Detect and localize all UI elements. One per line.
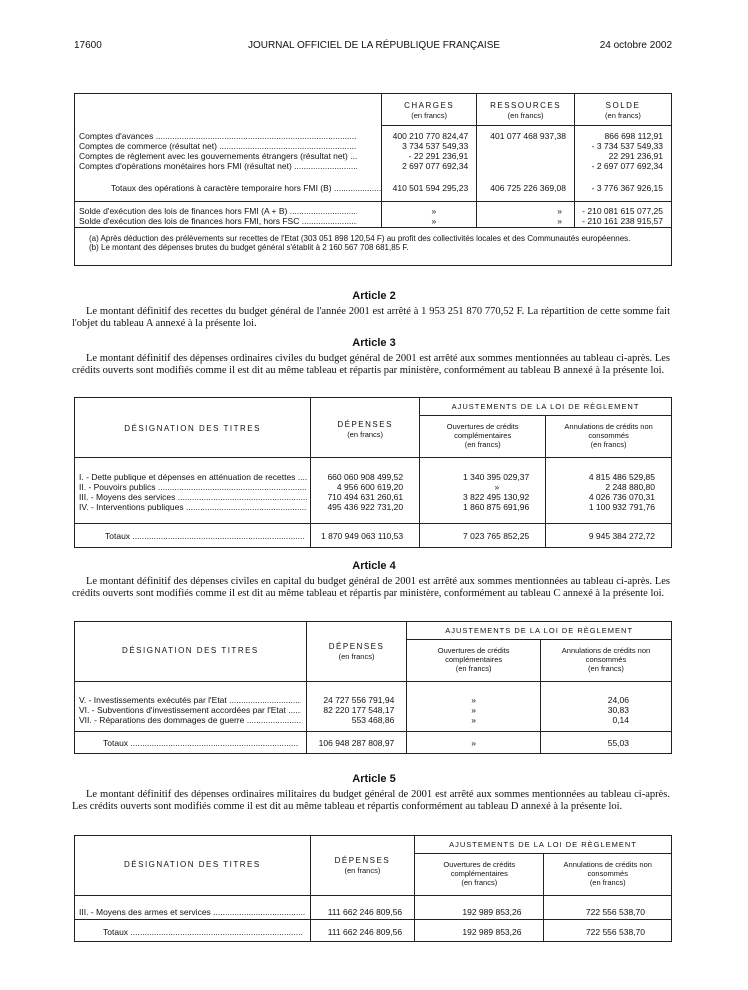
table-cell: 553 468,86 (351, 715, 395, 725)
total-label: Totaux ..... (75, 927, 303, 937)
col-charges-unit: (en francs) (411, 111, 448, 120)
total-label: Totaux ..... (75, 738, 299, 748)
table-cell: 495 436 922 731,20 (327, 502, 404, 512)
table-cell: 400 210 770 824,47 (392, 131, 469, 141)
table-cell: 4 815 486 529,85 (588, 472, 655, 482)
table-cell: » (471, 705, 476, 715)
table-row-label: Comptes de commerce (résultat net) ..... (75, 141, 357, 151)
col-designation: DÉSIGNATION DES TITRES (122, 646, 259, 655)
solde-label: Solde d'exécution des lois de finances hors FMI, hors FSC ..... (75, 216, 357, 226)
total-cell: 55,03 (607, 738, 629, 748)
table-cell: 722 556 538,70 (585, 907, 645, 917)
table-cell: 660 060 908 499,52 (327, 472, 404, 482)
table-cell: 24,06 (607, 695, 629, 705)
table-cell: 4 956 600 619,20 (336, 482, 404, 492)
col-ouvertures-unit: (en francs) (464, 440, 501, 449)
col-annulations-unit: (en francs) (590, 440, 627, 449)
table-cell: 1 860 875 691,96 (463, 502, 530, 512)
table-cell: 1 340 395 029,37 (463, 472, 530, 482)
article-3-title: Article 3 (352, 337, 396, 349)
total-cell: 111 662 246 809,56 (327, 927, 403, 937)
col-ajustements: AJUSTEMENTS DE LA LOI DE RÈGLEMENT (445, 626, 634, 635)
col-solde-unit: (en francs) (605, 111, 641, 120)
col-ressources-unit: (en francs) (507, 111, 544, 120)
col-charges: CHARGES (404, 101, 455, 110)
table-row-label: VII. - Réparations des dommages de guerre ..... (75, 715, 301, 725)
table-cell: 4 026 736 070,31 (588, 492, 655, 502)
total-cell: 192 989 853,26 (462, 927, 522, 937)
table-row-label: I. - Dette publique et dépenses en atténuation de recettes ..... (75, 472, 307, 482)
footnote-a: (a) Après déduction des prélèvements sur recettes de l'Etat (303 051 898 120,54 F) au profit des collectivités locales et des Communautés européennes. (89, 234, 631, 243)
table-cell: 192 989 853,26 (462, 907, 522, 917)
col-ajustements: AJUSTEMENTS DE LA LOI DE RÈGLEMENT (449, 840, 637, 849)
table-cell: 82 220 177 548,17 (323, 705, 395, 715)
col-ajustements: AJUSTEMENTS DE LA LOI DE RÈGLEMENT (451, 402, 640, 411)
col-annulations: Annulations de crédits non consommés (563, 860, 652, 878)
article-3-text: Le montant définitif des dépenses ordinaires civiles du budget général de 2001 est arrêté aux sommes mentionnées au tableau ci-après. Les crédits ouverts sont modifiés comme il est dit au même tableau et répartis par ministère, conformément au tableau B annexé à la présente loi. (72, 353, 670, 376)
total-cell: 410 501 594 295,23 (392, 182, 469, 193)
total-cell: 1 870 949 063 110,53 (321, 531, 404, 541)
table-cell: » (431, 206, 437, 216)
table-cell: 111 662 246 809,56 (327, 907, 403, 917)
col-depenses-unit: (en francs) (347, 430, 384, 439)
col-ouvertures: Ouvertures de crédits complémentaires (446, 422, 519, 440)
total-cell: - 3 776 367 926,15 (591, 182, 663, 193)
total-label: Totaux ..... (75, 531, 305, 541)
table-cell: 2 697 077 692,34 (402, 161, 469, 171)
col-depenses: DÉPENSES (328, 642, 385, 651)
table-cell: » (557, 216, 562, 226)
col-designation: DÉSIGNATION DES TITRES (124, 860, 261, 869)
total-cell: 106 948 287 808,97 (318, 738, 395, 748)
col-annulations-unit: (en francs) (588, 664, 624, 673)
table-cell: - 210 161 238 915,57 (582, 216, 663, 226)
col-ouvertures-unit: (en francs) (461, 878, 498, 887)
table-cell: » (431, 216, 437, 226)
table-depenses-civiles (74, 397, 672, 548)
col-ressources: RESSOURCES (490, 101, 562, 110)
table-cell: » (557, 206, 562, 216)
table-row-label: III. - Moyens des armes et services ..... (75, 907, 305, 917)
article-5-text: Le montant définitif des dépenses ordinaires militaires du budget général de 2001 est arrêté aux sommes mentionnées au tableau ci-après. Les crédits ouverts sont modifiés comme il est dit au même tableau et répartis conformément au tableau D annexé à la présente loi. (72, 789, 670, 812)
col-designation: DÉSIGNATION DES TITRES (124, 424, 261, 433)
table-depenses-militaires (74, 835, 672, 942)
issue-date: 24 octobre 2002 (599, 40, 672, 51)
article-2-title: Article 2 (352, 290, 396, 302)
table-cell: 3 734 537 549,33 (402, 141, 469, 151)
col-annulations: Annulations de crédits non consommés (564, 422, 653, 440)
solde-label: Solde d'exécution des lois de finances hors FMI (A + B) ..... (75, 206, 357, 216)
col-depenses: DÉPENSES (337, 420, 393, 429)
article-2-text: Le montant définitif des recettes du budget général de l'année 2001 est arrêté à 1 953 251 870 770,52 F. La répartition de cette somme fait l'objet du tableau A annexé à la présente loi. (72, 306, 670, 329)
table-cell: - 2 697 077 692,34 (591, 161, 663, 171)
page-number: 17600 (74, 40, 102, 51)
table-cell: 2 248 880,80 (605, 482, 655, 492)
table-cell: 401 077 468 937,38 (490, 131, 566, 141)
table-row-label: Comptes de règlement avec les gouvernements étrangers (résultat net) ..... (75, 151, 357, 161)
col-ouvertures-unit: (en francs) (455, 664, 492, 673)
table-cell: - 22 291 236,91 (408, 151, 469, 161)
table-cell: 24 727 556 791,94 (323, 695, 395, 705)
total-cell: » (471, 738, 476, 748)
table-cell: 710 494 631 260,61 (327, 492, 404, 502)
footnote-b: (b) Le montant des dépenses brutes du budget général s'établit à 2 160 567 708 681,85 F. (89, 243, 409, 252)
col-annulations-unit: (en francs) (589, 878, 626, 887)
table-cell: 866 698 112,91 (604, 131, 663, 141)
col-depenses-unit: (en francs) (338, 652, 375, 661)
table-cell: - 3 734 537 549,33 (591, 141, 663, 151)
article-4-text: Le montant définitif des dépenses civiles en capital du budget général de 2001 est arrêté aux sommes mentionnées au tableau ci-après. Les crédits ouverts sont modifiés comme il est dit au même tableau et répartis par ministère, conformément au tableau C annexé à la présente loi. (72, 576, 670, 599)
col-depenses: DÉPENSES (334, 856, 391, 865)
table-row-label: III. - Moyens des services ..... (75, 492, 307, 502)
table-cell: 22 291 236,91 (608, 151, 663, 161)
table-row-label: IV. - Interventions publiques ..... (75, 502, 307, 512)
table-cell: » (471, 715, 476, 725)
col-ouvertures: Ouvertures de crédits complémentaires (437, 646, 510, 664)
table-cell: 3 822 495 130,92 (463, 492, 530, 502)
col-solde: SOLDE (605, 101, 641, 110)
table-cell: 1 100 932 791,76 (588, 502, 655, 512)
total-cell: 9 945 384 272,72 (588, 531, 655, 541)
article-5-title: Article 5 (352, 773, 396, 785)
table-cell: » (471, 695, 476, 705)
total-cell: 7 023 765 852,25 (463, 531, 530, 541)
table-operations-temporaires (74, 93, 672, 266)
total-cell: 722 556 538,70 (585, 927, 645, 937)
col-annulations: Annulations de crédits non consommés (561, 646, 651, 664)
table-depenses-capital (74, 621, 672, 754)
table-row-label: VI. - Subventions d'investissement accordées par l'Etat ..... (75, 705, 301, 715)
table-cell: - 210 081 615 077,25 (582, 206, 663, 216)
table-row-label: Comptes d'avances ..... (75, 131, 357, 141)
table-row-label: II. - Pouvoirs publics ..... (75, 482, 307, 492)
table-row-label: Comptes d'opérations monétaires hors FMI (résultat net) ..... (75, 161, 357, 171)
total-label: Totaux des opérations à caractère temporaire hors FMI (B) ..... (75, 183, 381, 193)
table-cell: » (494, 482, 500, 492)
total-cell: 406 725 226 369,08 (490, 182, 566, 193)
table-cell: 30,83 (607, 705, 629, 715)
col-ouvertures: Ouvertures de crédits complémentaires (443, 860, 516, 878)
table-row-label: V. - Investissements exécutés par l'Etat ..... (75, 695, 301, 705)
table-cell: 0,14 (612, 715, 629, 725)
journal-title: JOURNAL OFFICIEL DE LA RÉPUBLIQUE FRANÇAISE (247, 40, 501, 51)
article-4-title: Article 4 (352, 560, 396, 572)
col-depenses-unit: (en francs) (344, 866, 381, 875)
